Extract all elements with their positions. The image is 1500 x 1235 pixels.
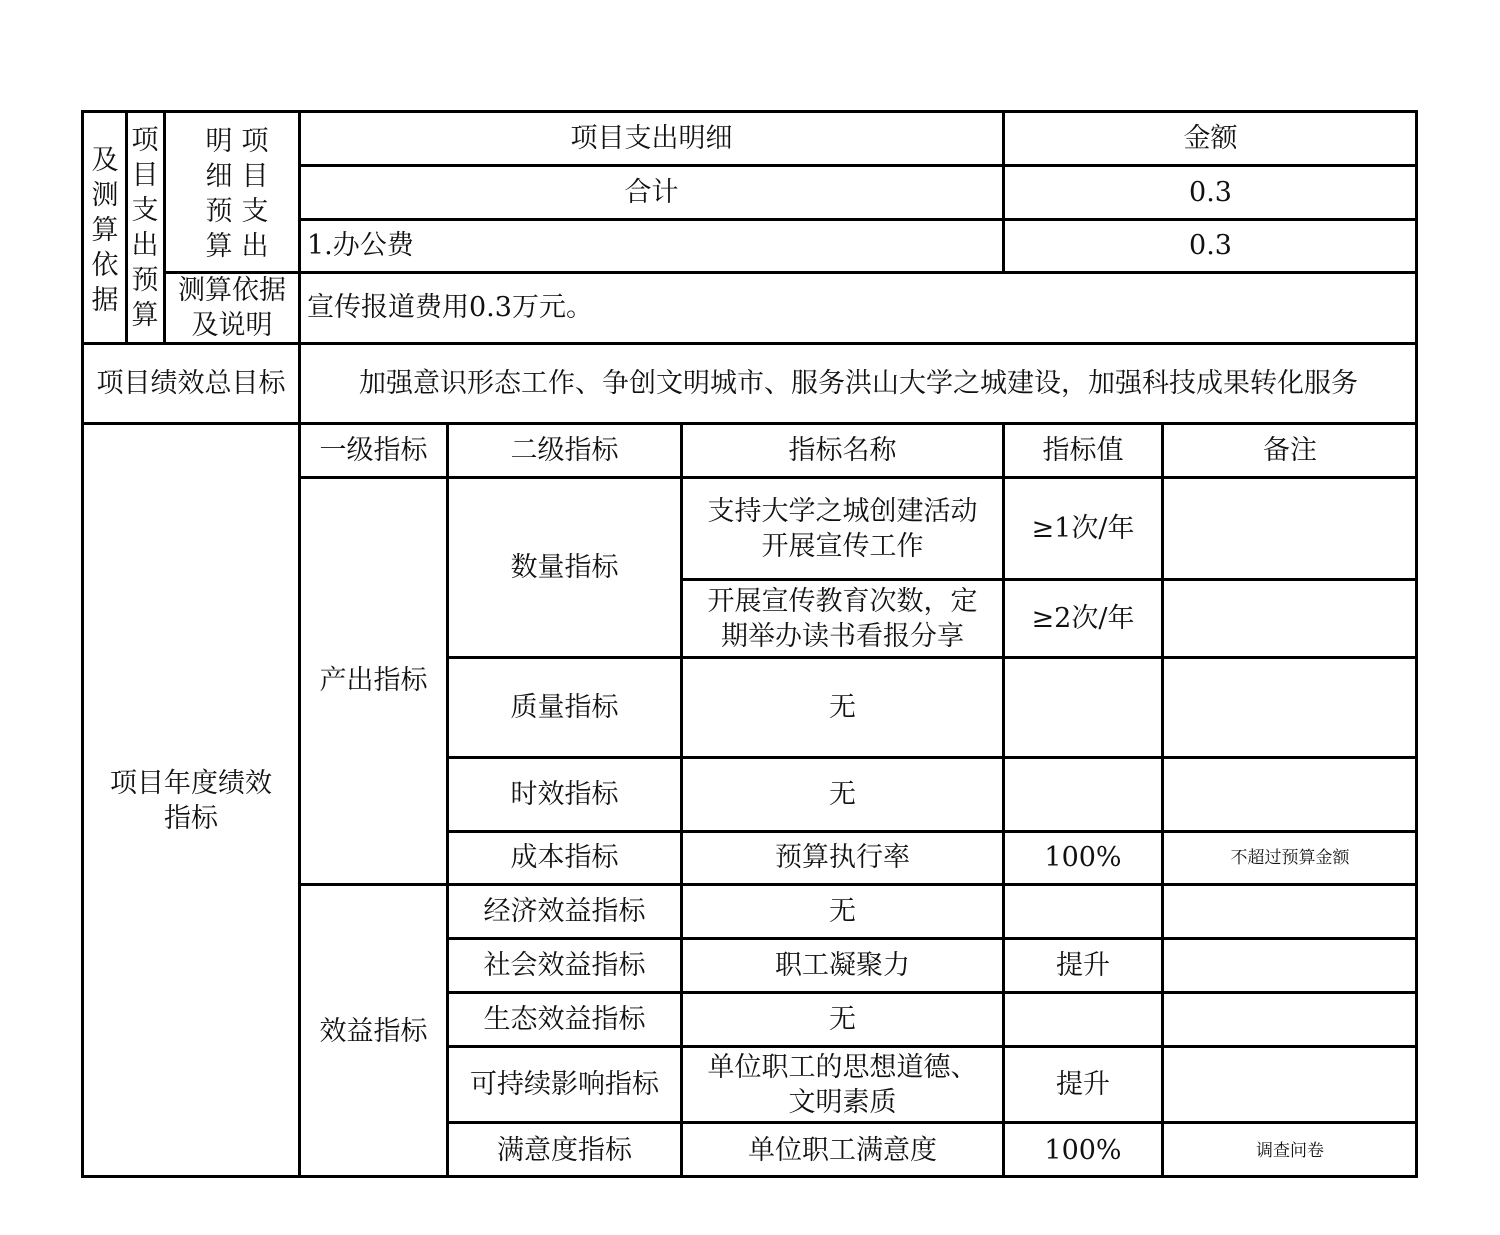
v-line [1161, 422, 1164, 1177]
item1-amount: 0.3 [1189, 230, 1232, 261]
total-amount: 0.3 [1189, 176, 1232, 208]
cost-name: 预算执行率 [775, 842, 910, 873]
time-name: 无 [829, 778, 856, 810]
social-label: 社会效益指标 [483, 949, 646, 981]
eco-name: 无 [829, 1003, 856, 1035]
satis-name: 单位职工满意度 [748, 1134, 937, 1166]
goal-text: 加强意识形态工作、争创文明城市、服务洪山大学之城建设，加强科技成果转化服务 [359, 367, 1358, 399]
goal-label: 项目绩效总目标 [96, 367, 286, 399]
social-name: 职工凝聚力 [775, 949, 910, 981]
col-header-amount: 金额 [1183, 122, 1238, 154]
quality-label: 质量指标 [510, 691, 619, 723]
col-header-item: 项目支出明细 [570, 122, 733, 154]
basis-label: 测算依据 及说明 [178, 275, 286, 341]
satis-label: 满意度指标 [497, 1134, 632, 1166]
header-level2: 二级指标 [510, 434, 619, 466]
econ-name: 无 [829, 895, 856, 927]
sustain-name: 单位职工的思想道德、 文明素质 [707, 1051, 978, 1118]
cost-label: 成本指标 [510, 842, 619, 873]
qty2-name: 开展宣传教育次数，定 期举办读书看报分享 [707, 585, 978, 652]
header-name: 指标名称 [788, 434, 897, 466]
quality-name: 无 [829, 691, 856, 723]
indicators-section-label: 项目年度绩效 指标 [110, 768, 272, 834]
sustain-value: 提升 [1056, 1068, 1110, 1100]
header-note: 备注 [1263, 434, 1317, 466]
satis-note: 调查问卷 [1256, 1140, 1324, 1161]
cost-note: 不超过预算金额 [1230, 848, 1350, 868]
cost-value: 100% [1044, 842, 1122, 873]
output-indicator-label: 产出指标 [319, 665, 428, 696]
qty2-value: ≥2次/年 [1031, 602, 1135, 634]
item1-label: 1.办公费 [307, 230, 414, 261]
detail-label-right: 项 目 支 出 [241, 125, 269, 262]
benefit-indicator-label: 效益指标 [319, 1015, 428, 1047]
satis-value: 100% [1044, 1134, 1122, 1166]
detail-label-left: 明 细 预 算 [205, 125, 233, 262]
econ-label: 经济效益指标 [483, 895, 646, 927]
sustain-label: 可持续影响指标 [470, 1068, 659, 1100]
outer-basis-label: 及 测 算 依 据 [91, 144, 119, 316]
inner-budget-label: 项 目 支 出 预 算 [131, 124, 159, 331]
eco-label: 生态效益指标 [483, 1003, 646, 1035]
social-value: 提升 [1056, 949, 1110, 981]
total-label: 合计 [624, 176, 679, 208]
time-label: 时效指标 [510, 778, 619, 810]
qty1-name: 支持大学之城创建活动 开展宣传工作 [707, 495, 978, 562]
qty-label: 数量指标 [510, 551, 619, 583]
header-level1: 一级指标 [319, 434, 428, 466]
header-value: 指标值 [1042, 434, 1124, 466]
basis-text: 宣传报道费用0.3万元。 [307, 292, 593, 323]
qty1-value: ≥1次/年 [1031, 512, 1135, 544]
